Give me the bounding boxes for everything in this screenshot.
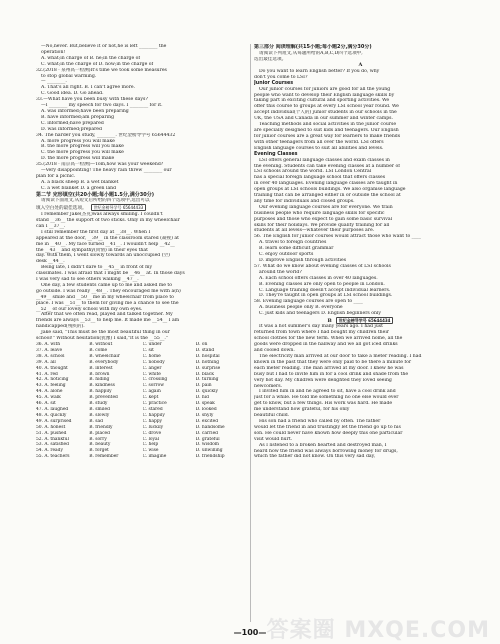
option-cell: C. practice	[142, 401, 167, 407]
option-cell: D. quickly	[195, 389, 218, 395]
question-line: —Very disappointing! The heavy rain threw ________ our	[41, 168, 172, 174]
option-cell: 45. A. walk	[36, 395, 61, 401]
passage-line: accept individual(个人的) junior students in our schools in the	[254, 110, 397, 116]
cloze-line: desk __44__.	[36, 259, 65, 265]
passage-line: training that can be arranged either in or outside the school at	[254, 193, 401, 199]
question-line: A. more progress you will make	[41, 138, 115, 144]
passage-line: Do you want to learn English better? If you do, why	[259, 68, 380, 74]
question-line: C. Good idea. D. Go ahead.	[41, 91, 104, 97]
passage-line: visit would hurt.	[254, 436, 293, 442]
cloze-line: stand __36__ the support of two sticks. Only in my wheelchair	[36, 217, 180, 223]
option-cell: B. remember	[89, 454, 119, 460]
option-cell: C. imagine	[142, 454, 167, 460]
left-top-questions	[36, 44, 249, 192]
option-row	[36, 419, 249, 425]
question-line: C. just kids and teenagers D. English beginners only	[259, 311, 381, 317]
question-line: 33.—What have you been busy with these days?	[36, 97, 148, 103]
passage-line: goods were dropped in the hallway and we all got iced drinks	[254, 342, 398, 348]
option-cell: C. sorrow	[142, 383, 164, 389]
passage-line: business people who require language skills for specific	[254, 210, 385, 216]
option-cell: 49. A. surprised	[36, 418, 72, 424]
cloze-line: I still remember the first day at __38__. When I	[41, 229, 151, 235]
option-cell: 40. A. thought	[36, 365, 68, 371]
option-cell: B. friendly	[89, 424, 113, 430]
junior-courses-heading: Junior Courses	[254, 80, 294, 86]
cloze-line: I was very sad to see others walking __47__.	[36, 277, 139, 283]
cloze-line: go outside. I was really __48__. They encouraged me with a(n)	[36, 288, 181, 294]
passage-line: are specially designed to suit kids and teenagers. Our English	[254, 127, 399, 133]
passage-line: English language courses to suit all abilities and levels.	[254, 145, 384, 151]
passage-line: which the father did not know. On this very sad day,	[254, 454, 376, 460]
option-cell: 38. A. school	[36, 353, 65, 359]
question-line: — ________.	[41, 79, 67, 85]
cloze-line: friends are always __53__ to help me. It made me __54__ I am	[36, 318, 180, 324]
option-row	[36, 454, 249, 460]
question-line: to stop global warming.	[41, 73, 97, 79]
passage-a-label: A	[358, 62, 363, 69]
passage-line: has a special foreign language school that offers classes	[254, 175, 386, 181]
option-cell: D. shyly	[195, 412, 214, 418]
cloze-line: __49__ smile and __50__ me in my wheelchair from place to	[36, 294, 174, 300]
option-cell: 46. A. sit	[36, 401, 56, 407]
question-line: D. was informed;prepared	[41, 126, 102, 132]
junior-courses-text	[254, 87, 467, 152]
question-line: B. the more progress will you make	[41, 144, 124, 150]
option-cell: D. hid	[195, 395, 209, 401]
question-line: A. what;in charge of B. he;in the charge of	[41, 55, 141, 61]
question-line: B. have informed;am preparing	[41, 114, 115, 120]
option-cell: B. beauty	[89, 442, 111, 448]
option-cell: 55. A. teachers	[36, 454, 70, 460]
question-line: A. a black sheep B. a wet blanket	[41, 179, 119, 185]
question-line: —No,never. But,believe it or not,he is left ________ the	[41, 44, 167, 49]
option-cell: C. happy	[142, 418, 163, 424]
cloze-line: me in __40__. My face turned __41__. I wouldn't help __42__	[36, 241, 175, 247]
question-line: A. Each school offers classes in over 40 languages.	[259, 275, 378, 281]
option-cell: B. sorry	[89, 436, 107, 442]
passage-line: As I listened to a broken hearted and destroyed man, I	[259, 442, 387, 448]
cloze-line: school!" Without hesitation(犹豫) I said,"It is the __55__."	[36, 336, 168, 342]
question-line: B. learn some difficult grammar	[259, 246, 334, 252]
column-divider	[250, 44, 251, 622]
option-cell: B. prevented	[89, 395, 118, 401]
option-cell: 43. A. feeling	[36, 383, 66, 389]
question-line: C. informed;have prepared	[41, 120, 104, 126]
passage-line: just for a while. He told me something no one else would ever	[254, 395, 399, 401]
option-cell: 41. A. red	[36, 371, 58, 377]
option-cell: D. surprise	[195, 365, 221, 371]
left-column	[36, 44, 249, 460]
question-line: C. Language training doesn't accept individual learners.	[259, 287, 391, 293]
evening-classes-text	[254, 158, 467, 235]
passage-line: with other teenagers from all over the world. LSI offers	[254, 139, 384, 145]
question-line: C. a wet blanket D. a green land	[41, 185, 117, 191]
cloze-line: One day, a few students came up to me and asked me to	[41, 282, 172, 288]
passage-line: I invited him in and he agreed to sit, have a cool drink and	[259, 389, 396, 395]
option-cell: B. brown	[89, 371, 110, 377]
option-cell: 36. A. with	[36, 342, 61, 347]
passage-b-text	[254, 324, 467, 460]
option-cell: C. sit	[142, 347, 154, 353]
option-cell: 44. A. alone	[36, 389, 63, 395]
option-cell: C. white	[142, 371, 161, 377]
option-cell: 52. A. thankful	[36, 436, 69, 442]
option-cell: D. pain	[195, 383, 212, 389]
page-number: —100—	[233, 628, 267, 637]
question-line: 34. The harder you study, ________. 世纪金榜导学号 65644432	[36, 132, 176, 138]
option-cell: D. on	[195, 342, 208, 347]
option-cell: 47. A. laughed	[36, 406, 69, 412]
question-line: C. enjoy outdoor sports	[259, 252, 314, 258]
passage-line: LSI schools around the world. LSI London Central	[254, 169, 372, 175]
option-cell: B. everybody	[89, 359, 119, 365]
passage-line: UK, the USA and Canada in our summer and winter camps.	[254, 116, 393, 122]
question-line: A. business people only B. everyone	[259, 305, 343, 311]
right-column	[254, 44, 467, 460]
question-line: 35.(2018 · 南京高一检测)—Tom,how was your weekend?	[36, 162, 164, 168]
passage-a-questions	[254, 234, 467, 317]
question-line: A. That's all right. B. I can't agree more.	[41, 85, 136, 91]
passage-line: for junior courses are a great way for learners to make friends	[254, 133, 401, 139]
option-row	[36, 366, 249, 372]
option-cell: B. forget	[89, 448, 109, 454]
passage-line: known in the past that they were only paid to be there a minute for	[254, 359, 412, 365]
option-cell: D. carried	[195, 430, 218, 436]
passage-line: returned from town where I had bought my children their	[254, 330, 390, 336]
passage-a-intro	[254, 69, 467, 81]
passage-line: skills for their holidays. We provide quality training for all	[254, 222, 390, 228]
option-cell: B. come	[89, 347, 108, 353]
option-cell: D. speak	[195, 401, 215, 407]
option-cell: C. loyal	[142, 436, 160, 442]
option-cell: B. happily	[89, 389, 112, 395]
question-line: C. what;in the charge of D. how;in the charge of	[41, 61, 154, 67]
code-tag: 世纪金榜导学号 65644433	[91, 204, 147, 211]
option-cell: B. wheelchair	[89, 353, 120, 359]
option-cell: D. grateful	[195, 436, 220, 442]
option-cell: 50. A. honest	[36, 424, 66, 430]
cloze-line: I remember Jake(杰克)was always smiling. I couldn't	[41, 212, 163, 218]
question-line: operation!	[41, 49, 66, 55]
cloze-line: Being late, I didn't dare to __45__ in front of my	[41, 265, 153, 271]
passage-line: get to know, but a few things. His work was hard. He made	[254, 401, 393, 407]
cloze-line: the __43__ and sympathy(同情) in their eyes that	[36, 247, 148, 253]
evening-classes-heading: Evening Classes	[254, 151, 298, 157]
option-cell: 51. A. pushed	[36, 430, 67, 436]
passage-line: Our junior courses for juniors are good for all the young	[259, 86, 391, 92]
passage-line: each meter reading. The man arrived at my door. I knew he was	[254, 365, 404, 371]
option-cell: 42. A. noticing	[36, 377, 69, 383]
section3-title: 第三部分 阅读理解(共15小题;每小题2分,满分30分)	[254, 44, 372, 50]
question-line: 32.(2018 · 泉州高一检测)It's time we took some measures	[36, 67, 167, 73]
option-cell: C. happily	[142, 412, 165, 418]
cloze-line: Jake said, "This must be the most beautiful thing in our	[41, 330, 170, 336]
passage-line: busy but I had to invite him in for a cool drink and shade from the	[254, 371, 409, 377]
passage-line: school clothes for the new term. When we arrived home, all the	[254, 336, 403, 342]
option-cell: D. unwilling	[195, 448, 223, 454]
cloze-passage	[36, 212, 249, 342]
code-tag-b: 世纪金榜导学号 65644434	[336, 317, 394, 324]
cloze-line: place. I was __51__ to them for giving me a chance to see the	[36, 300, 179, 306]
option-cell: C. home	[142, 353, 161, 359]
option-cell: C. anger	[142, 365, 162, 371]
question-line: D. the more progress will make	[41, 156, 115, 162]
option-cell: D. stand	[195, 347, 215, 353]
passage-line: don't you come to LSI?	[254, 74, 308, 80]
section2-title: 第二节 完形填空(共20小题;每小题1.5分,满分30分)	[36, 191, 154, 198]
option-cell: C. luckily	[142, 424, 164, 430]
question-line: A. was informed;have been preparing	[41, 108, 129, 114]
option-cell: C. nobody	[142, 359, 165, 365]
option-cell: 39. A. all	[36, 359, 56, 365]
option-cell: D. hospital	[195, 353, 220, 359]
question-line: B. Evening classes are only open to people in London.	[259, 281, 385, 287]
cloze-line: appeared at the door, __39__ in the classroom stared (凝视) at	[36, 235, 179, 241]
section2-instruction-line2: 填入空白处的最佳选项。 世纪金榜导学号 65644433	[36, 204, 249, 212]
question-line: —I ________ my speech for two days. I ________ for it.	[41, 103, 163, 109]
option-cell: D. handsome	[195, 424, 225, 430]
cloze-line: can I __37__.	[36, 223, 66, 229]
section2-instruction: 请阅读下面短文,从短文后所给的四个选项中,选出可以	[41, 198, 150, 204]
option-cell: C. under	[142, 342, 162, 347]
cloze-line: handicapped(残疾的).	[36, 324, 85, 330]
option-cell: C. stared	[142, 406, 163, 412]
cloze-line: day. With them, I went slowly towards an unoccupied (空)	[36, 253, 170, 259]
option-cell: C. kept	[142, 395, 159, 401]
passage-line: Teaching methods and social activities in the junior course	[259, 122, 397, 128]
question-line: A. travel to foreign countries	[259, 240, 327, 246]
option-cell: B. hiding	[89, 377, 110, 383]
passage-line: His son had a friend who called by often. The father	[259, 418, 381, 424]
option-cell: B. smiled	[89, 406, 110, 412]
option-cell: 37. A. leave	[36, 347, 63, 353]
passage-line: son. He could never have known how deeply this one particular	[254, 430, 403, 436]
watermark-logo: 答案圈 MXQE.COM	[266, 618, 490, 643]
passage-line: in over 40 languages. Evening language classes are taught in	[254, 181, 398, 187]
question-line: 57. What do we know about evening classes of LSI schools	[254, 263, 391, 269]
question-line: 58. Evening language courses are open to ____	[254, 299, 363, 305]
section3-instruction-line2: 选出最佳选项。	[254, 56, 287, 62]
passage-line: It was a hot summer's day many years ago. I had just	[259, 324, 384, 330]
option-cell: D. black	[195, 371, 214, 377]
passage-line: beautiful child.	[254, 413, 290, 419]
option-cell: 53. A. satisfied	[36, 442, 69, 448]
option-cell: D. nothing	[195, 359, 220, 365]
option-cell: C. crossing	[142, 377, 168, 383]
question-line: D. improve English through activities	[259, 258, 347, 263]
option-cell: C. drove	[142, 430, 162, 436]
passage-line: would let the friend in and trustingly let the friend go up to his	[254, 424, 401, 430]
option-cell: B. slowly	[89, 412, 110, 418]
question-line: D. They're taught in open groups at LSI school buildings.	[259, 293, 393, 299]
passage-line: and cooled down.	[254, 348, 295, 354]
option-cell: B. kindness	[89, 383, 115, 389]
question-line: C. the more progress you will make	[41, 150, 124, 156]
cloze-line: After that we often read, played and talked together. My	[41, 312, 173, 318]
passage-line: the evening. Students can take evening classes at a number of	[254, 163, 400, 169]
question-line: around the world?	[259, 269, 302, 275]
passage-line: people who want to develop their English language skills by	[254, 92, 395, 98]
question-line: 56. The English for junior courses would attract those who want to ____	[254, 234, 421, 240]
option-cell: B. interest	[89, 365, 113, 371]
option-cell: B. without	[89, 342, 113, 347]
option-cell: 48. A. quickly	[36, 412, 67, 418]
passage-line: very hot day. My children were delighted they loved seeing	[254, 377, 392, 383]
question-line: plan for a picnic.	[36, 173, 76, 179]
option-cell: D. turning	[195, 377, 219, 383]
option-cell: C. again	[142, 389, 161, 395]
passage-line: newcomers.	[254, 383, 283, 389]
passage-line: heard how the friend was always borrowing money for drugs,	[254, 448, 398, 454]
passage-line: purposes and those who expect to gain some basic survival	[254, 216, 393, 222]
option-cell: D. wisdom	[195, 442, 219, 448]
passage-line: any time for individuals and closed groups.	[254, 198, 355, 204]
cloze-line: __52__ of our lovely school with my own eyes.	[36, 306, 143, 312]
option-cell: D. excited	[195, 418, 219, 424]
option-cell: B. placed	[89, 430, 110, 436]
passage-b-label: B 世纪金榜导学号 65644434	[254, 317, 467, 324]
option-cell: D. friendship	[195, 454, 225, 460]
section3-instruction: 请阅读下列短文,从每题所给的A,B,C,D四个选项中,	[259, 50, 363, 56]
passage-line: taking part in exciting cultural and sporting activities. We	[254, 98, 390, 104]
option-cell: C. help	[142, 442, 159, 448]
option-cell: B. study	[89, 401, 108, 407]
passage-line: students at all levels—whatever their purposes are.	[254, 228, 375, 234]
cloze-options-table	[36, 342, 249, 460]
cloze-line: classmates. I was afraid that I might be __46__ at. In those days	[36, 271, 185, 277]
passage-line: me understand how grateful, for his only	[254, 407, 350, 413]
option-cell: B. sad	[89, 418, 103, 424]
passage-line: The electricity man arrived at our door to take a meter reading. I had	[259, 354, 422, 359]
passage-line: LSI offers general language classes and exam classes in	[259, 157, 390, 163]
passage-line: Our evening language courses are for everyone. We train	[259, 204, 393, 210]
option-cell: D. looked	[195, 406, 217, 412]
passage-line: open groups at LSI schools buildings. We also organise language	[254, 187, 406, 193]
option-cell: C. wise	[142, 448, 159, 454]
option-cell: 54. A. ready	[36, 448, 63, 454]
passage-line: offer this course to groups at every LSI school year round. We	[254, 104, 399, 110]
